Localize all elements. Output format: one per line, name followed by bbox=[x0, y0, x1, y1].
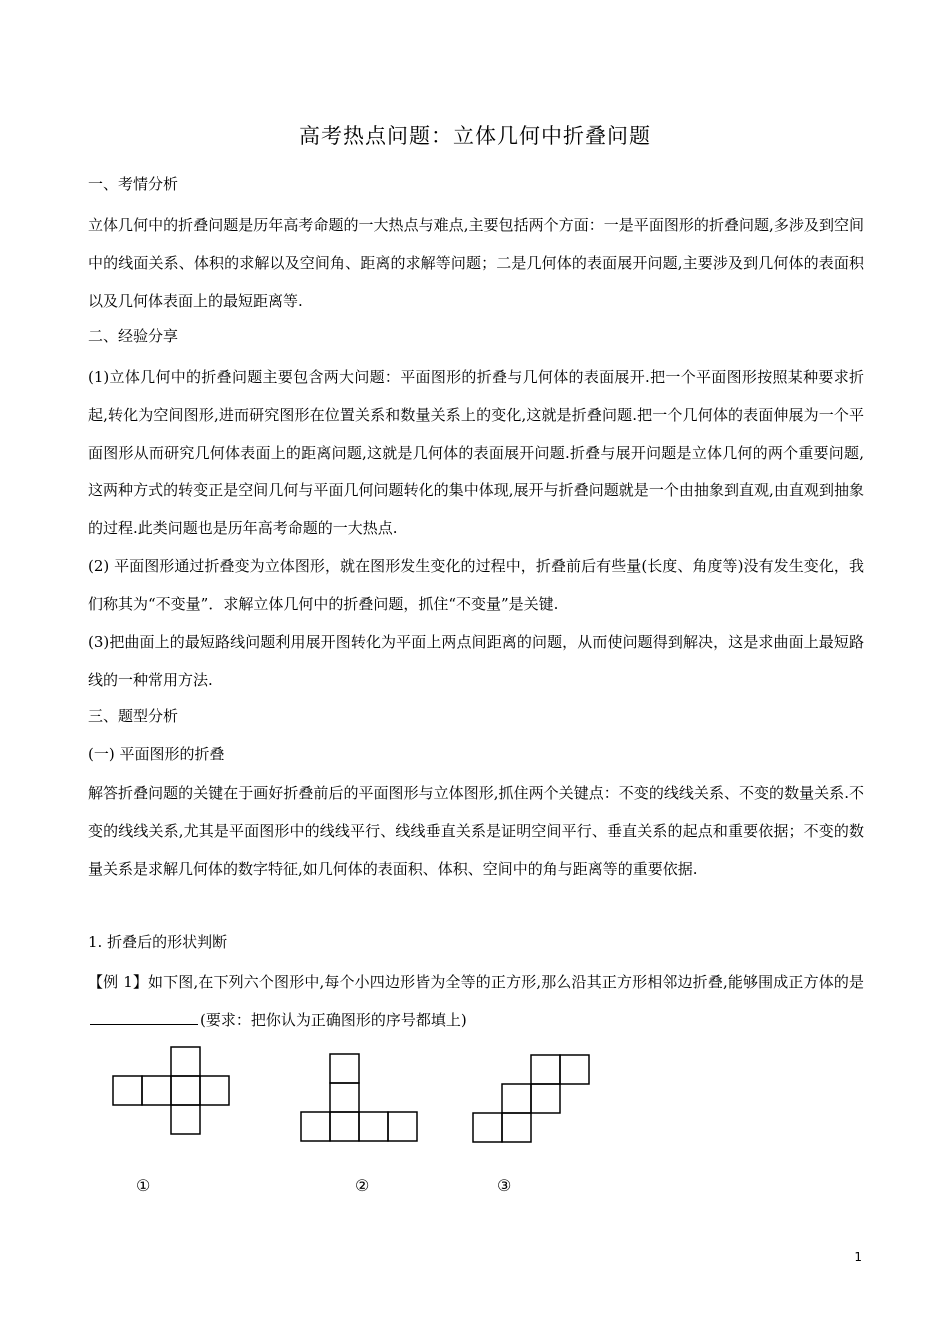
section-2-paragraph-2: (2) 平面图形通过折叠变为立体图形，就在图形发生变化的过程中，折叠前后有些量(长度、角度等)没有发生变化，我们称其为“不变量”．求解立体几何中的折叠问题，抓住“不变量”是关键. bbox=[88, 557, 864, 613]
section-1-body: 立体几何中的折叠问题是历年高考命题的一大热点与难点,主要包括两个方面：一是平面图形的折叠问题,多涉及到空间中的线面关系、体积的求解以及空间角、距离的求解等问题；二是几何体的表面展开问题,主要涉及到几何体的表面积以及几何体表面上的最短距离等. bbox=[88, 216, 864, 310]
section-3-heading: 三、题型分析 bbox=[88, 707, 179, 725]
item-heading: 1. 折叠后的形状判断 bbox=[88, 933, 228, 951]
example-1 bbox=[88, 964, 864, 1040]
cube-net-3 bbox=[473, 1055, 589, 1142]
subsection-heading: (一) 平面图形的折叠 bbox=[88, 745, 225, 763]
section-2-paragraph-3: (3)把曲面上的最短路线问题利用展开图转化为平面上两点间距离的问题，从而使问题得到解决，这是求曲面上最短路线的一种常用方法. bbox=[88, 633, 864, 689]
figure-label-2: ② bbox=[355, 1176, 370, 1195]
section-3-body: 解答折叠问题的关键在于画好折叠前后的平面图形与立体图形,抓住两个关键点：不变的线线关系、不变的数量关系.不变的线线关系,尤其是平面图形中的线线平行、线线垂直关系是证明空间平行、垂直关系的起点和重要依据；不变的数量关系是求解几何体的数字特征,如几何体的表面积、体积、空间中的角与距离等的重要依据. bbox=[88, 784, 864, 878]
figure-label-1: ① bbox=[136, 1176, 151, 1195]
page-number: 1 bbox=[854, 1250, 862, 1264]
cube-net-2 bbox=[301, 1054, 417, 1141]
page-title: 高考热点问题：立体几何中折叠问题 bbox=[299, 124, 651, 148]
section-2-heading: 二、经验分享 bbox=[88, 327, 179, 345]
cube-net-1 bbox=[113, 1047, 229, 1134]
answer-blank bbox=[90, 1010, 198, 1025]
section-2-paragraph-1: (1)立体几何中的折叠问题主要包含两大问题：平面图形的折叠与几何体的表面展开.把一个平面图形按照某种要求折起,转化为空间图形,进而研究图形在位置关系和数量关系上的变化,这就是折叠问题.把一个几何体的表面伸展为一个平面图形从而研究几何体表面上的距离问题,这就是几何体的表面展开问题.折叠与展开问题是立体几何的两个重要问题,这两种方式的转变正是空间几何与平面几何问题转化的集中体现,展开与折叠问题就是一个由抽象到直观,由直观到抽象的过程.此类问题也是历年高考命题的一大热点. bbox=[88, 368, 864, 538]
example-text: 【例 1】如下图,在下列六个图形中,每个小四边形皆为全等的正方形,那么沿其正方形相邻边折叠,能够围成正方体的是 bbox=[88, 973, 864, 991]
example-requirement: (要求：把你认为正确图形的序号都填上) bbox=[200, 1010, 467, 1029]
section-1-heading: 一、考情分析 bbox=[88, 175, 179, 193]
figure-label-3: ③ bbox=[497, 1176, 512, 1195]
